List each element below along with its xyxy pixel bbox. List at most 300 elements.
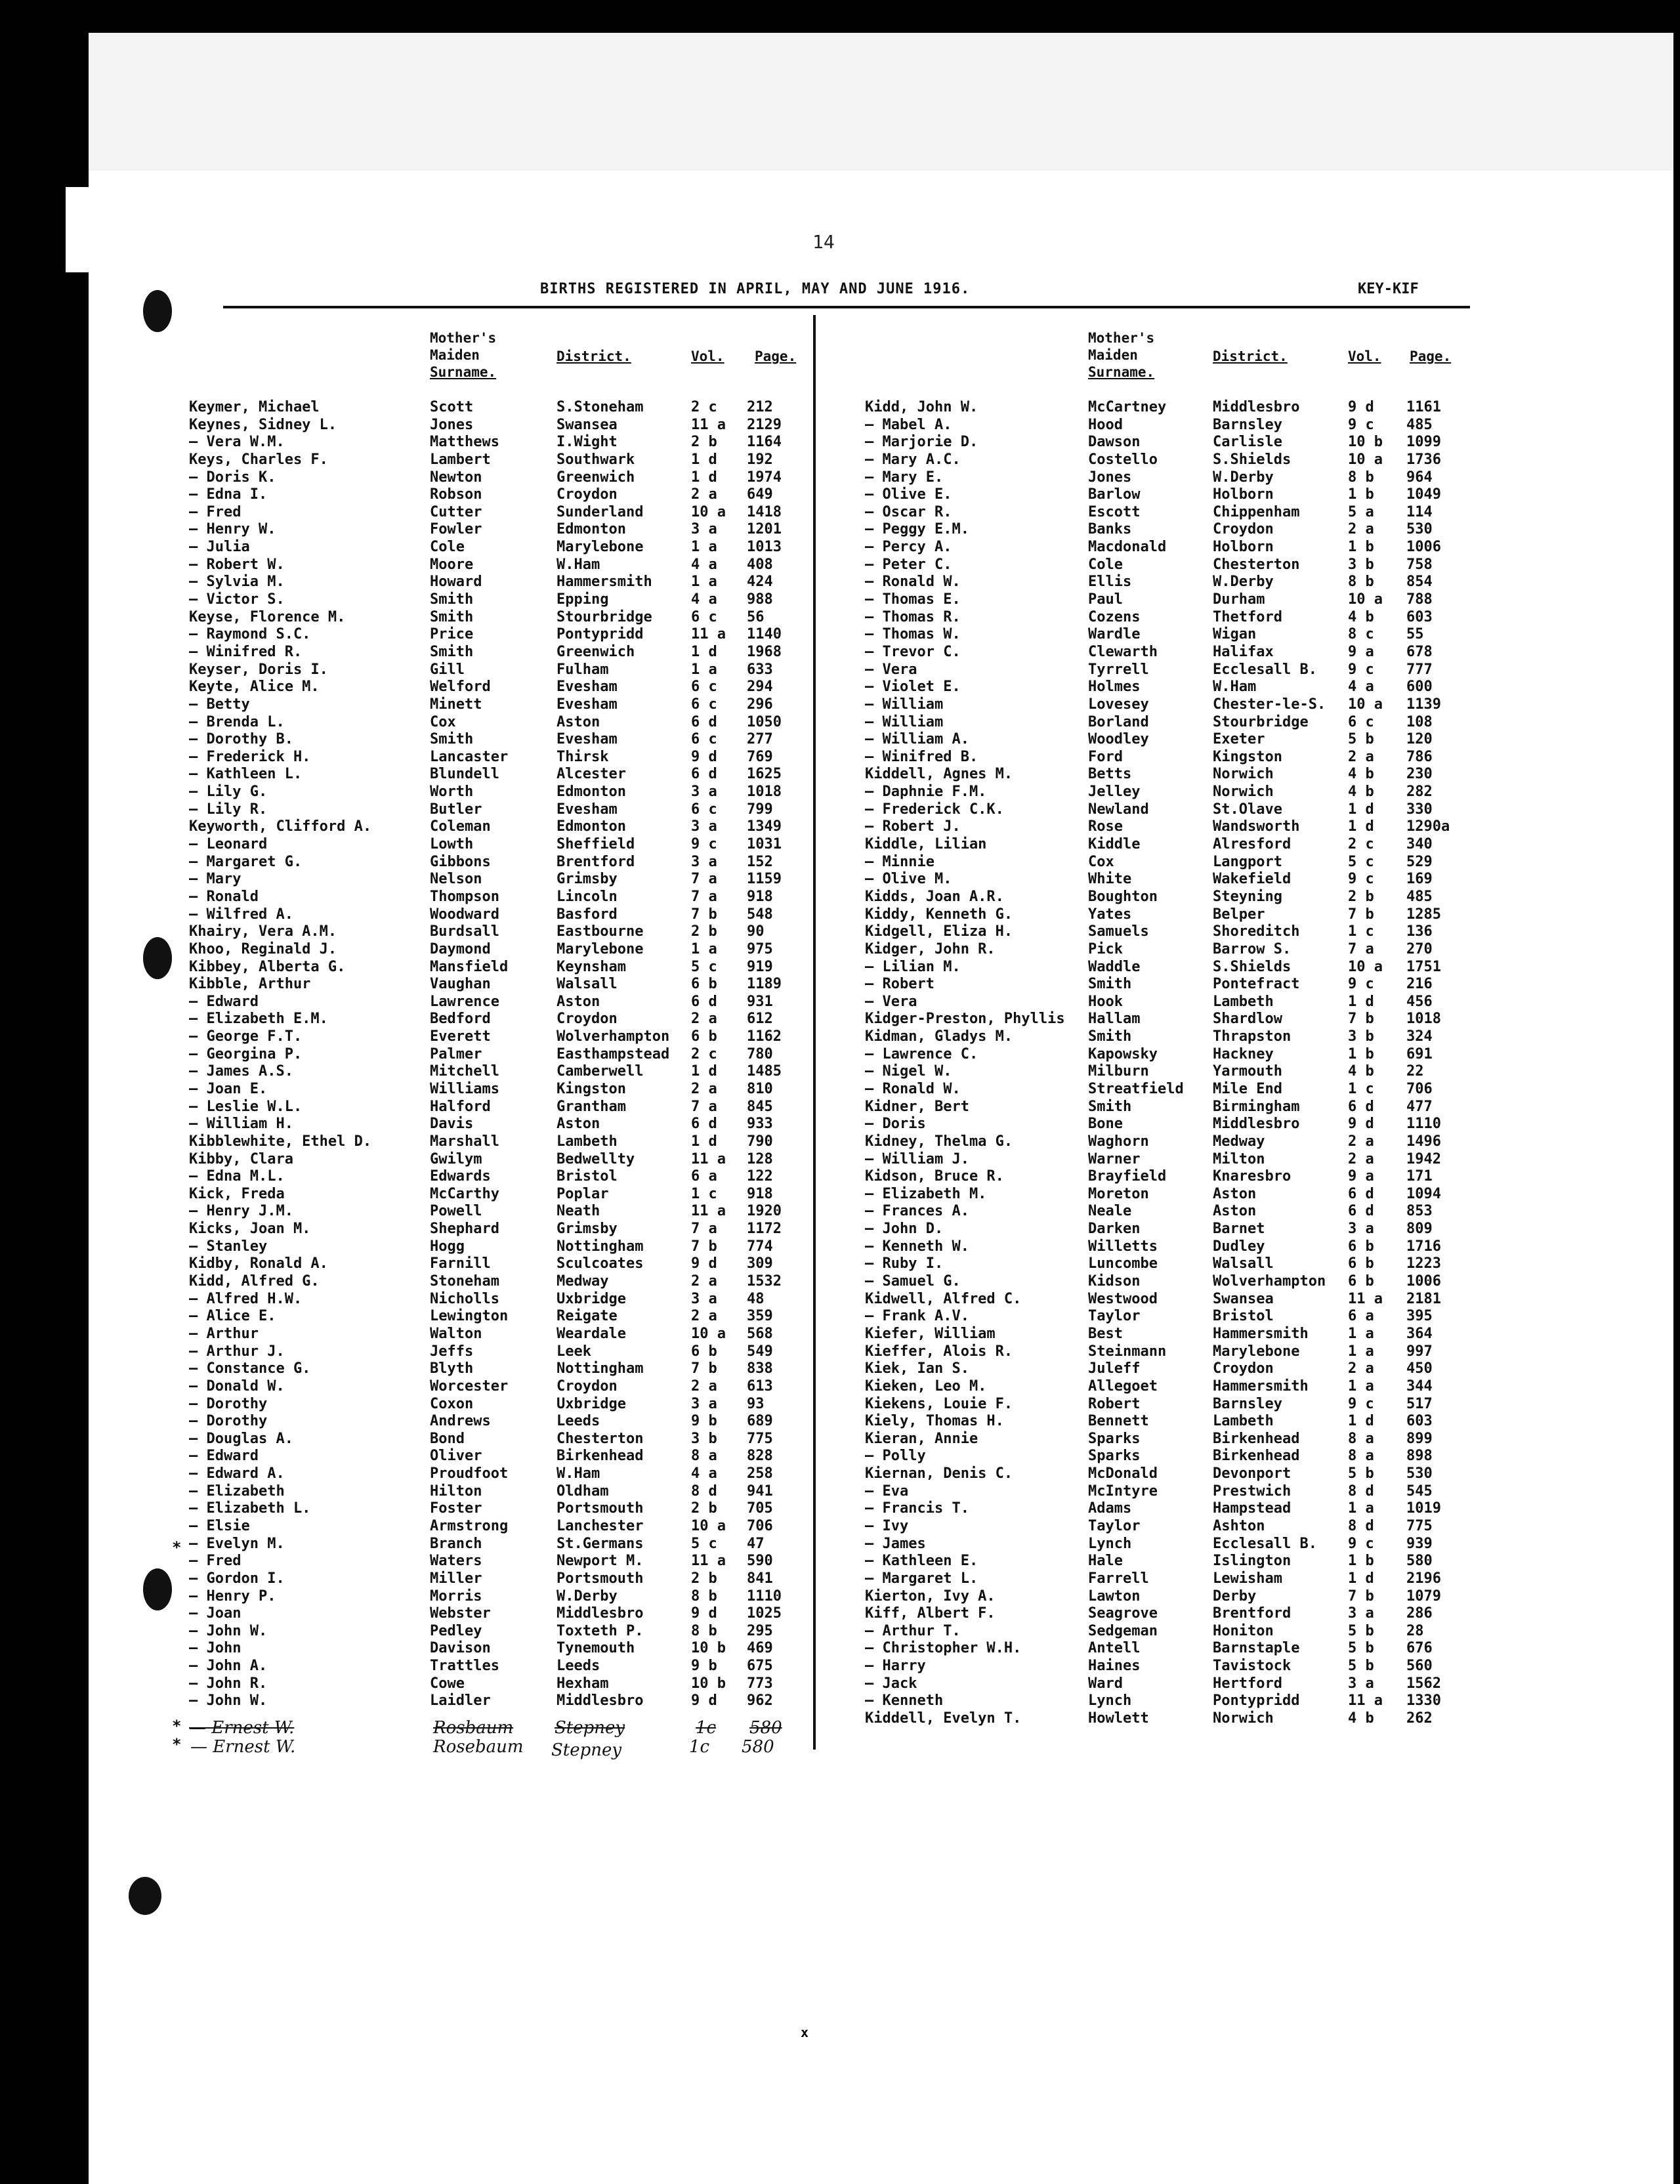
volume: 9 d bbox=[691, 1255, 717, 1272]
page-ref: 2181 bbox=[1406, 1290, 1441, 1307]
volume: 10 a bbox=[691, 1518, 726, 1534]
mother-maiden-name: Lambert bbox=[430, 451, 491, 468]
mother-maiden-name: Nelson bbox=[430, 871, 482, 888]
page-ref: 1562 bbox=[1406, 1675, 1441, 1692]
mother-maiden-name: Warner bbox=[1088, 1150, 1141, 1167]
child-name: Kierton, Ivy A. bbox=[865, 1587, 996, 1605]
volume: 1 a bbox=[691, 940, 717, 957]
page-ref: 1161 bbox=[1406, 399, 1441, 415]
page-ref: 603 bbox=[1406, 608, 1433, 625]
mother-maiden-name: Lowth bbox=[430, 836, 474, 853]
page-ref: 1025 bbox=[747, 1605, 782, 1622]
page-ref: 633 bbox=[747, 661, 773, 678]
page-ref: 364 bbox=[1406, 1325, 1433, 1342]
child-name: — Victor S. bbox=[189, 591, 285, 608]
child-name: — Olive E. bbox=[865, 486, 952, 503]
district: Newport M. bbox=[556, 1553, 644, 1570]
district: Brentford bbox=[556, 853, 635, 870]
child-name: — Fred bbox=[189, 503, 242, 520]
volume: 6 b bbox=[691, 1028, 717, 1045]
child-name: — Edna I. bbox=[189, 486, 268, 503]
district: S.Shields bbox=[1213, 451, 1292, 468]
district: Oldham bbox=[556, 1482, 609, 1500]
page-ref: 975 bbox=[747, 940, 773, 957]
district: Nottingham bbox=[556, 1238, 644, 1255]
volume: 7 a bbox=[1348, 940, 1374, 957]
struck-entry-name: — Ernest W. bbox=[189, 1718, 295, 1738]
volume: 8 a bbox=[691, 1448, 717, 1465]
page-ref: 530 bbox=[1406, 521, 1433, 538]
volume: 6 c bbox=[691, 731, 717, 748]
volume: 1 c bbox=[691, 1185, 717, 1202]
district: Hammersmith bbox=[556, 574, 652, 591]
child-name: — Ivy bbox=[865, 1518, 909, 1534]
volume: 1 d bbox=[1348, 818, 1374, 835]
volume: 2 a bbox=[1348, 1150, 1374, 1167]
volume: 5 a bbox=[1348, 503, 1374, 520]
mother-maiden-name: Banks bbox=[1088, 521, 1132, 538]
district: Hampstead bbox=[1213, 1500, 1292, 1517]
page-ref: 93 bbox=[747, 1395, 765, 1412]
page-ref: 918 bbox=[747, 1185, 773, 1202]
page-ref: 810 bbox=[747, 1080, 773, 1097]
page-ref: 603 bbox=[1406, 1413, 1433, 1430]
volume: 6 a bbox=[1348, 1308, 1374, 1325]
footer-mark: x bbox=[801, 2025, 809, 2040]
district: Bristol bbox=[1213, 1308, 1274, 1325]
child-name: Kicks, Joan M. bbox=[189, 1221, 311, 1238]
page-ref: 689 bbox=[747, 1413, 773, 1430]
volume: 6 d bbox=[691, 1116, 717, 1133]
volume: 7 b bbox=[1348, 1587, 1374, 1605]
district: Steyning bbox=[1213, 888, 1282, 905]
mother-maiden-name: White bbox=[1088, 871, 1132, 888]
volume: 6 d bbox=[1348, 1185, 1374, 1202]
district: Lambeth bbox=[1213, 993, 1274, 1010]
district: Grimsby bbox=[556, 1221, 618, 1238]
child-name: — Kathleen E. bbox=[865, 1553, 978, 1570]
volume: 1 d bbox=[691, 451, 717, 468]
page-ref: 120 bbox=[1406, 731, 1433, 748]
district: Knaresbro bbox=[1213, 1168, 1292, 1185]
page-ref: 1172 bbox=[747, 1221, 782, 1238]
volume: 1 d bbox=[1348, 1570, 1374, 1587]
child-name: Kieffer, Alois R. bbox=[865, 1343, 1013, 1360]
mother-maiden-name: Cox bbox=[430, 713, 456, 730]
punch-hole bbox=[129, 1877, 161, 1915]
child-name: — Winifred R. bbox=[189, 643, 303, 660]
page-ref: 1625 bbox=[747, 766, 782, 783]
page-number: 14 bbox=[812, 231, 835, 253]
child-name: — Margaret G. bbox=[189, 853, 303, 870]
district: Mile End bbox=[1213, 1080, 1282, 1097]
volume: 3 a bbox=[1348, 1221, 1374, 1238]
mother-maiden-name: Farrell bbox=[1088, 1570, 1149, 1587]
struck-entry-page: 580 bbox=[749, 1718, 782, 1738]
mother-maiden-name: Pedley bbox=[430, 1622, 482, 1639]
child-name: — Alfred H.W. bbox=[189, 1290, 303, 1307]
child-name: — William bbox=[865, 696, 944, 713]
mother-maiden-name: Cole bbox=[1088, 556, 1123, 573]
mother-maiden-name: Worth bbox=[430, 784, 474, 801]
district: Croydon bbox=[556, 486, 618, 503]
child-name: — Vera bbox=[865, 993, 917, 1010]
volume: 1 a bbox=[1348, 1343, 1374, 1360]
district: Hexham bbox=[556, 1675, 609, 1692]
column-divider bbox=[813, 315, 816, 1750]
child-name: Kidson, Bruce R. bbox=[865, 1168, 1004, 1185]
page-ref: 545 bbox=[1406, 1482, 1433, 1500]
child-name: Kibbey, Alberta G. bbox=[189, 958, 346, 975]
child-name: Kidger-Preston, Phyllis bbox=[865, 1011, 1065, 1028]
page-ref: 590 bbox=[747, 1553, 773, 1570]
child-name: Kidney, Thelma G. bbox=[865, 1133, 1013, 1150]
page-ref: 809 bbox=[1406, 1221, 1433, 1238]
mother-maiden-name: Smith bbox=[430, 591, 474, 608]
mother-maiden-name: Woodley bbox=[1088, 731, 1149, 748]
page-ref: 988 bbox=[747, 591, 773, 608]
mother-maiden-name: Hook bbox=[1088, 993, 1123, 1010]
child-name: — Mary bbox=[189, 871, 242, 888]
child-name: Khairy, Vera A.M. bbox=[189, 923, 337, 940]
district: Wakefield bbox=[1213, 871, 1292, 888]
mother-maiden-name: Blyth bbox=[430, 1360, 474, 1377]
district: Durham bbox=[1213, 591, 1265, 608]
mother-maiden-name: Palmer bbox=[430, 1045, 482, 1062]
child-name: Kieran, Annie bbox=[865, 1430, 978, 1447]
district: Croydon bbox=[556, 1377, 618, 1395]
page-ref: 919 bbox=[747, 958, 773, 975]
page-ref: 1006 bbox=[1406, 1273, 1441, 1290]
mother-maiden-name: McCartney bbox=[1088, 399, 1167, 415]
volume: 1 d bbox=[1348, 1413, 1374, 1430]
child-name: Kibblewhite, Ethel D. bbox=[189, 1133, 372, 1150]
maiden-header-right: Mother's Maiden Surname. bbox=[1088, 330, 1155, 380]
district: Barnsley bbox=[1213, 1395, 1282, 1412]
mother-maiden-name: Trattles bbox=[430, 1658, 499, 1675]
district: W.Ham bbox=[556, 556, 600, 573]
volume: 5 c bbox=[1348, 853, 1374, 870]
district: Eastbourne bbox=[556, 923, 644, 940]
volume: 1 c bbox=[1348, 923, 1374, 940]
volume: 6 d bbox=[1348, 1098, 1374, 1115]
child-name: Kieken, Leo M. bbox=[865, 1377, 987, 1395]
child-name: Keys, Charles F. bbox=[189, 451, 328, 468]
mother-maiden-name: Lovesey bbox=[1088, 696, 1149, 713]
left-tab-strip bbox=[66, 187, 89, 272]
mother-maiden-name: Macdonald bbox=[1088, 539, 1167, 556]
mother-maiden-name: Everett bbox=[430, 1028, 491, 1045]
district: Bedwellty bbox=[556, 1150, 635, 1167]
page-ref: 212 bbox=[747, 399, 773, 415]
volume: 7 a bbox=[691, 888, 717, 905]
child-name: — Nigel W. bbox=[865, 1063, 952, 1080]
district: Edmonton bbox=[556, 784, 626, 801]
mother-maiden-name: Webster bbox=[430, 1605, 491, 1622]
district: Dudley bbox=[1213, 1238, 1265, 1255]
district-header-right: District. bbox=[1213, 348, 1288, 364]
district: St.Germans bbox=[556, 1535, 644, 1552]
volume: 10 a bbox=[691, 1325, 726, 1342]
child-name: — Trevor C. bbox=[865, 643, 961, 660]
child-name: — John D. bbox=[865, 1221, 944, 1238]
mother-maiden-name: Westwood bbox=[1088, 1290, 1158, 1307]
child-name: Kiff, Albert F. bbox=[865, 1605, 996, 1622]
volume: 1 a bbox=[1348, 1325, 1374, 1342]
district: Middlesbro bbox=[556, 1692, 644, 1710]
child-name: — Elizabeth M. bbox=[865, 1185, 987, 1202]
district: Barrow S. bbox=[1213, 940, 1292, 957]
child-name: Kiernan, Denis C. bbox=[865, 1465, 1013, 1482]
mother-maiden-name: Sedgeman bbox=[1088, 1622, 1158, 1639]
child-name: Kiddell, Evelyn T. bbox=[865, 1710, 1022, 1727]
mother-maiden-name: Waddle bbox=[1088, 958, 1141, 975]
child-name: — Arthur bbox=[189, 1325, 259, 1342]
district-header-left: District. bbox=[556, 348, 631, 364]
district: Bristol bbox=[556, 1168, 618, 1185]
mother-maiden-name: Vaughan bbox=[430, 976, 491, 993]
mother-maiden-name: Bedford bbox=[430, 1011, 491, 1028]
volume: 2 c bbox=[1348, 836, 1374, 853]
child-name: — John R. bbox=[189, 1675, 268, 1692]
mother-maiden-name: Antell bbox=[1088, 1640, 1141, 1657]
page-ref: 286 bbox=[1406, 1605, 1433, 1622]
volume: 11 a bbox=[1348, 1290, 1383, 1307]
volume: 11 a bbox=[691, 416, 726, 433]
volume: 4 b bbox=[1348, 1710, 1374, 1727]
volume: 3 b bbox=[691, 1430, 717, 1447]
page-ref: 1189 bbox=[747, 976, 782, 993]
mother-maiden-name: Cowe bbox=[430, 1675, 465, 1692]
volume: 11 a bbox=[691, 1150, 726, 1167]
district: Milton bbox=[1213, 1150, 1265, 1167]
volume: 6 d bbox=[691, 766, 717, 783]
district: Norwich bbox=[1213, 766, 1274, 783]
district: Evesham bbox=[556, 679, 618, 696]
page-ref: 469 bbox=[747, 1640, 773, 1657]
page-ref: 1049 bbox=[1406, 486, 1441, 503]
volume: 4 a bbox=[691, 556, 717, 573]
district: Middlesbro bbox=[556, 1605, 644, 1622]
page-ref: 933 bbox=[747, 1116, 773, 1133]
volume: 5 b bbox=[1348, 1640, 1374, 1657]
volume: 3 a bbox=[691, 818, 717, 835]
mother-maiden-name: Juleff bbox=[1088, 1360, 1141, 1377]
child-name: — Mary A.C. bbox=[865, 451, 961, 468]
district: Honiton bbox=[1213, 1622, 1274, 1639]
mother-maiden-name: Bone bbox=[1088, 1116, 1123, 1133]
mother-maiden-name: Seagrove bbox=[1088, 1605, 1158, 1622]
mother-maiden-name: Brayfield bbox=[1088, 1168, 1167, 1185]
child-name: Kiekens, Louie F. bbox=[865, 1395, 1013, 1412]
mother-maiden-name: Neale bbox=[1088, 1203, 1132, 1220]
child-name: — Marjorie D. bbox=[865, 434, 978, 451]
district: Langport bbox=[1213, 853, 1282, 870]
district: Barnsley bbox=[1213, 416, 1282, 433]
struck-entry-vol: 1c bbox=[696, 1718, 717, 1738]
volume: 2 a bbox=[1348, 521, 1374, 538]
child-name: — Edward bbox=[189, 1448, 259, 1465]
volume: 9 c bbox=[1348, 1535, 1374, 1552]
child-name: — Oscar R. bbox=[865, 503, 952, 520]
child-name: Kidgell, Eliza H. bbox=[865, 923, 1013, 940]
mother-maiden-name: Stoneham bbox=[430, 1273, 499, 1290]
child-name: — Dorothy bbox=[189, 1413, 268, 1430]
child-name: — Thomas R. bbox=[865, 608, 961, 625]
child-name: Keynes, Sidney L. bbox=[189, 416, 337, 433]
volume: 9 b bbox=[691, 1658, 717, 1675]
page-ref: 128 bbox=[747, 1150, 773, 1167]
district: Birkenhead bbox=[1213, 1448, 1300, 1465]
child-name: Kidwell, Alfred C. bbox=[865, 1290, 1022, 1307]
volume: 3 a bbox=[1348, 1605, 1374, 1622]
child-name: — Donald W. bbox=[189, 1377, 285, 1395]
mother-maiden-name: Smith bbox=[1088, 976, 1132, 993]
volume: 8 b bbox=[691, 1622, 717, 1639]
child-name: Kidd, Alfred G. bbox=[189, 1273, 320, 1290]
child-name: — Lilian M. bbox=[865, 958, 961, 975]
page-ref: 788 bbox=[1406, 591, 1433, 608]
page-ref: 786 bbox=[1406, 748, 1433, 765]
mother-maiden-name: Moore bbox=[430, 556, 474, 573]
punch-hole bbox=[143, 937, 172, 979]
child-name: — Robert J. bbox=[865, 818, 961, 835]
mother-maiden-name: Samuels bbox=[1088, 923, 1149, 940]
mother-maiden-name: Walton bbox=[430, 1325, 482, 1342]
page-ref: 2129 bbox=[747, 416, 782, 433]
volume: 1 b bbox=[1348, 486, 1374, 503]
volume: 9 c bbox=[1348, 976, 1374, 993]
child-name: — Dorothy bbox=[189, 1395, 268, 1412]
district: Aston bbox=[556, 1116, 600, 1133]
mother-maiden-name: Laidler bbox=[430, 1692, 491, 1710]
volume: 6 a bbox=[691, 1168, 717, 1185]
volume: 10 a bbox=[1348, 958, 1383, 975]
mother-maiden-name: Kidson bbox=[1088, 1273, 1141, 1290]
child-name: — Peggy E.M. bbox=[865, 521, 969, 538]
district: Leeds bbox=[556, 1658, 600, 1675]
mother-maiden-name: Edwards bbox=[430, 1168, 491, 1185]
mother-maiden-name: Gibbons bbox=[430, 853, 491, 870]
mother-maiden-name: Darken bbox=[1088, 1221, 1141, 1238]
district: Stourbridge bbox=[556, 608, 652, 625]
child-name: — Vera W.M. bbox=[189, 434, 285, 451]
page-ref: 675 bbox=[747, 1658, 773, 1675]
mother-maiden-name: Nicholls bbox=[430, 1290, 499, 1307]
header-rule bbox=[223, 306, 1470, 308]
district: Sculcoates bbox=[556, 1255, 644, 1272]
volume: 1 c bbox=[1348, 1080, 1374, 1097]
volume: 2 b bbox=[691, 1570, 717, 1587]
volume: 4 b bbox=[1348, 784, 1374, 801]
district: Leek bbox=[556, 1343, 591, 1360]
district: Walsall bbox=[1213, 1255, 1274, 1272]
district: Brentford bbox=[1213, 1605, 1292, 1622]
page-ref: 678 bbox=[1406, 643, 1433, 660]
mother-maiden-name: Cutter bbox=[430, 503, 482, 520]
district: Epping bbox=[556, 591, 609, 608]
volume: 7 b bbox=[1348, 906, 1374, 923]
page-ref: 613 bbox=[747, 1377, 773, 1395]
mother-maiden-name: Davis bbox=[430, 1116, 474, 1133]
child-name: — James bbox=[865, 1535, 926, 1552]
volume: 6 b bbox=[691, 1343, 717, 1360]
district: I.Wight bbox=[556, 434, 618, 451]
page-ref: 706 bbox=[1406, 1080, 1433, 1097]
child-name: Kick, Freda bbox=[189, 1185, 285, 1202]
child-name: — Elizabeth E.M. bbox=[189, 1011, 328, 1028]
district: Shardlow bbox=[1213, 1011, 1282, 1028]
child-name: Kibby, Clara bbox=[189, 1150, 293, 1167]
mother-maiden-name: Miller bbox=[430, 1570, 482, 1587]
district: Swansea bbox=[556, 416, 618, 433]
child-name: — Jack bbox=[865, 1675, 917, 1692]
page-header-left: Page. bbox=[755, 348, 797, 364]
mother-maiden-name: Hood bbox=[1088, 416, 1123, 433]
page-ref: 841 bbox=[747, 1570, 773, 1587]
page-ref: 282 bbox=[1406, 784, 1433, 801]
page-ref: 344 bbox=[1406, 1377, 1433, 1395]
mother-maiden-name: Betts bbox=[1088, 766, 1132, 783]
added-entry-maiden: Rosebaum bbox=[433, 1737, 524, 1757]
mother-maiden-name: Andrews bbox=[430, 1413, 491, 1430]
page-ref: 918 bbox=[747, 888, 773, 905]
volume: 9 b bbox=[691, 1413, 717, 1430]
district: Hammersmith bbox=[1213, 1377, 1309, 1395]
child-name: — Brenda L. bbox=[189, 713, 285, 730]
district: Uxbridge bbox=[556, 1395, 626, 1412]
volume: 7 b bbox=[691, 906, 717, 923]
child-name: Kidner, Bert bbox=[865, 1098, 969, 1115]
child-name: Keyse, Florence M. bbox=[189, 608, 346, 625]
mother-maiden-name: Morris bbox=[430, 1587, 482, 1605]
child-name: — Leslie W.L. bbox=[189, 1098, 303, 1115]
district: Camberwell bbox=[556, 1063, 644, 1080]
added-entry-name: — Ernest W. bbox=[190, 1737, 296, 1757]
district: Croydon bbox=[1213, 521, 1274, 538]
district: Stourbridge bbox=[1213, 713, 1309, 730]
page-ref: 1164 bbox=[747, 434, 782, 451]
volume: 8 a bbox=[1348, 1430, 1374, 1447]
page-ref: 1223 bbox=[1406, 1255, 1441, 1272]
volume: 9 c bbox=[691, 836, 717, 853]
child-name: Kiek, Ian S. bbox=[865, 1360, 969, 1377]
page-ref: 90 bbox=[747, 923, 765, 940]
volume: 3 a bbox=[691, 1290, 717, 1307]
district: Exeter bbox=[1213, 731, 1265, 748]
district: Chester-le-S. bbox=[1213, 696, 1326, 713]
mother-maiden-name: Taylor bbox=[1088, 1308, 1141, 1325]
volume: 6 d bbox=[1348, 1203, 1374, 1220]
mother-maiden-name: Coxon bbox=[430, 1395, 474, 1412]
child-name: — Polly bbox=[865, 1448, 926, 1465]
volume: 4 b bbox=[1348, 1063, 1374, 1080]
volume: 8 d bbox=[691, 1482, 717, 1500]
volume: 1 d bbox=[691, 469, 717, 486]
child-name: — Arthur J. bbox=[189, 1343, 285, 1360]
district: Edmonton bbox=[556, 521, 626, 538]
mother-maiden-name: Blundell bbox=[430, 766, 499, 783]
volume: 7 a bbox=[691, 1098, 717, 1115]
district: Leeds bbox=[556, 1413, 600, 1430]
mother-maiden-name: Smith bbox=[430, 643, 474, 660]
page-ref: 790 bbox=[747, 1133, 773, 1150]
volume: 1 a bbox=[691, 661, 717, 678]
volume: 9 a bbox=[1348, 1168, 1374, 1185]
volume: 2 a bbox=[691, 1080, 717, 1097]
page-ref: 408 bbox=[747, 556, 773, 573]
mother-maiden-name: Davison bbox=[430, 1640, 491, 1657]
